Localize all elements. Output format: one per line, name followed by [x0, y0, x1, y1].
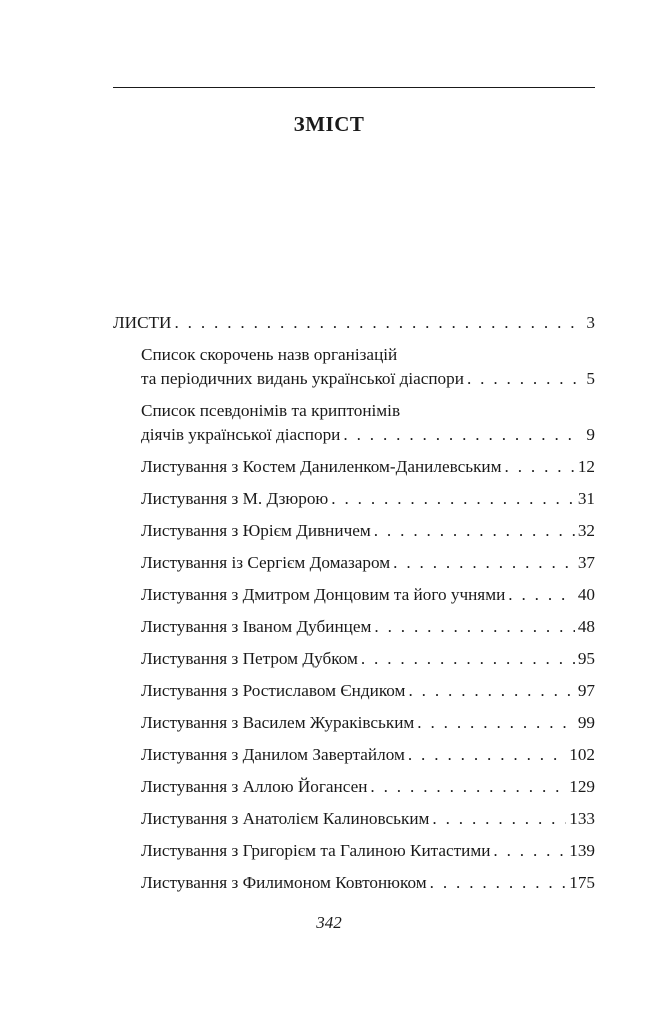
toc-entry[interactable]	[141, 455, 595, 479]
toc-page-number: 175	[569, 873, 595, 892]
dot-leader	[393, 551, 575, 575]
toc-entry[interactable]	[141, 839, 595, 863]
toc-page-number: 97	[577, 681, 595, 700]
toc-page-number: 3	[586, 313, 595, 332]
toc-entry-label: Листування з М. Дзюрою	[141, 489, 329, 508]
dot-leader	[374, 519, 575, 543]
toc-entry-label: Листування з Юрієм Дивничем	[141, 521, 371, 540]
toc-entry-label: Листування з Данилом Завертайлом	[141, 745, 405, 764]
toc-entry-label-line: Список скорочень назв організацій	[141, 345, 398, 364]
toc-entry[interactable]	[141, 343, 595, 391]
toc-page-number: 32	[577, 521, 595, 540]
dot-leader	[505, 455, 575, 479]
toc-section[interactable]	[113, 311, 595, 335]
table-of-contents	[113, 311, 595, 903]
toc-entry-label: Листування з Аллою Йогансен	[141, 777, 368, 796]
dot-leader	[493, 839, 566, 863]
dot-leader	[361, 647, 575, 671]
dot-leader	[374, 615, 574, 639]
toc-entry[interactable]	[141, 551, 595, 575]
toc-page-number: 48	[577, 617, 595, 636]
toc-page-number: 12	[577, 457, 595, 476]
toc-page-number: 129	[569, 777, 595, 796]
toc-entry[interactable]	[141, 487, 595, 511]
toc-entry-label-line: та періодичних видань української діаспори	[141, 369, 464, 388]
toc-entry[interactable]	[141, 775, 595, 799]
toc-page-number: 5	[586, 369, 595, 388]
dot-leader	[430, 871, 567, 895]
toc-entry[interactable]	[141, 583, 595, 607]
dot-leader	[370, 775, 566, 799]
dot-leader	[417, 711, 575, 735]
toc-entry[interactable]	[141, 519, 595, 543]
toc-page-number: 40	[577, 585, 595, 604]
toc-entry-label-line: діячів української діаспори	[141, 425, 341, 444]
toc-entry-label: Листування з Петром Дубком	[141, 649, 358, 668]
toc-page-number: 95	[577, 649, 595, 668]
toc-entry[interactable]	[141, 807, 595, 831]
toc-entry-label: Листування з Анатолієм Калиновським	[141, 809, 430, 828]
toc-page-number: 37	[577, 553, 595, 572]
toc-entry[interactable]	[141, 711, 595, 735]
toc-entry-label: Листування з Филимоном Ковтонюком	[141, 873, 427, 892]
toc-page-number: 31	[577, 489, 595, 508]
toc-page-number: 9	[586, 425, 595, 444]
toc-entry-label: Листування з Дмитром Донцовим та його учнями	[141, 585, 506, 604]
dot-leader	[408, 743, 566, 767]
page-number: 342	[316, 913, 342, 932]
page-title: ЗМІСТ	[293, 112, 365, 136]
toc-entry-label: Листування з Ростиславом Єндиком	[141, 681, 406, 700]
toc-entry-label: Листування з Василем Жураківським	[141, 713, 415, 732]
dot-leader	[432, 807, 566, 831]
dot-leader	[174, 311, 578, 335]
toc-entry-label: Листування з Іваном Дубинцем	[141, 617, 372, 636]
dot-leader	[408, 679, 574, 703]
toc-page-number: 139	[569, 841, 595, 860]
toc-entry[interactable]	[141, 647, 595, 671]
toc-entry-label: Листування із Сергієм Домазаром	[141, 553, 391, 572]
toc-page-number: 99	[577, 713, 595, 732]
dot-leader	[467, 367, 578, 391]
toc-entry[interactable]	[141, 679, 595, 703]
toc-entry-label-line: Список псевдонімів та криптонімів	[141, 401, 401, 420]
toc-entry[interactable]	[141, 399, 595, 447]
toc-entry[interactable]	[141, 615, 595, 639]
toc-entry-label: ЛИСТИ	[113, 313, 172, 332]
header-rule	[113, 87, 595, 88]
toc-page-number: 133	[569, 809, 595, 828]
toc-entry[interactable]	[141, 743, 595, 767]
toc-entry-label: Листування з Костем Даниленком-Данилевським	[141, 457, 502, 476]
toc-page-number: 102	[569, 745, 595, 764]
dot-leader	[343, 423, 578, 447]
dot-leader	[508, 583, 575, 607]
toc-entry[interactable]	[141, 871, 595, 895]
toc-entry-label: Листування з Григорієм та Галиною Китастими	[141, 841, 491, 860]
dot-leader	[331, 487, 575, 511]
